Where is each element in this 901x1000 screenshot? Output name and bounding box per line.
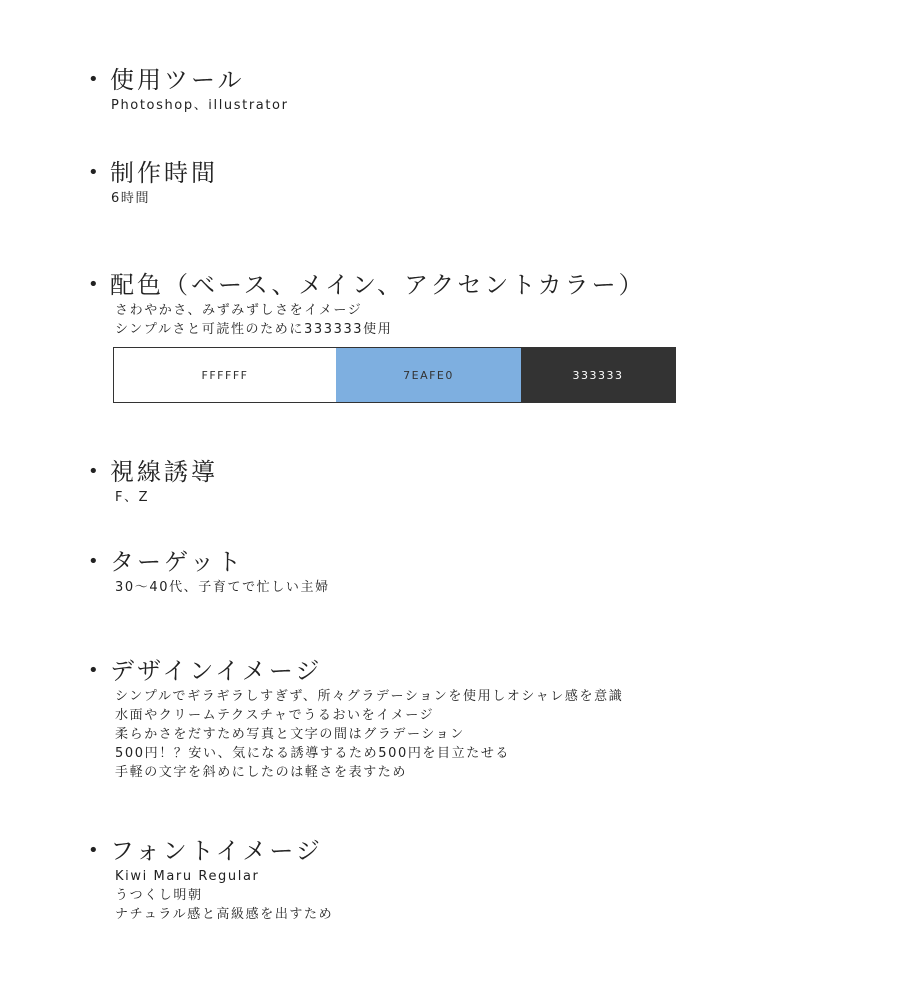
bullet-icon: • [88, 551, 99, 572]
body-line: F、Z [115, 490, 150, 505]
bullet-icon: • [88, 660, 99, 681]
swatch-label: 333333 [572, 368, 624, 382]
body-line: シンプルでギラギラしすぎず、所々グラデーションを使用しオシャレ感を意識 [115, 689, 624, 704]
section-heading [88, 269, 868, 301]
body-line: 手軽の文字を斜めにしたのは軽さを表すため [115, 765, 408, 780]
section-colors [88, 269, 868, 339]
section-body [88, 578, 868, 597]
section-heading [88, 835, 868, 867]
section-title: 使用ツール [110, 66, 245, 94]
section-body [88, 867, 868, 924]
section-title: フォントイメージ [110, 837, 323, 865]
bullet-icon: • [88, 461, 99, 482]
color-swatch-accent [521, 348, 675, 402]
body-line: シンプルさと可読性のために333333使用 [115, 322, 393, 337]
section-heading [88, 546, 868, 578]
section-title: 配色（ベース、メイン、アクセントカラー） [110, 271, 646, 299]
color-swatch-main [336, 348, 521, 402]
section-title: 視線誘導 [110, 458, 218, 486]
section-body [88, 189, 868, 208]
section-body [88, 488, 868, 507]
section-body [88, 96, 868, 115]
section-design [88, 655, 868, 782]
section-heading [88, 456, 868, 488]
body-line: ナチュラル感と高級感を出すため [115, 907, 334, 922]
bullet-icon: • [88, 69, 99, 90]
body-line: Kiwi Maru Regular [115, 869, 260, 884]
section-target [88, 546, 868, 597]
section-title: ターゲット [110, 548, 245, 576]
color-swatch-bar [113, 347, 676, 403]
bullet-icon: • [88, 840, 99, 861]
section-body [88, 301, 868, 339]
section-font [88, 835, 868, 924]
section-heading [88, 655, 868, 687]
section-title: デザインイメージ [110, 657, 323, 685]
color-swatch-base [114, 348, 336, 402]
body-line: うつくし明朝 [115, 888, 203, 903]
body-line: 500円！？安い、気になる誘導するため500円を目立たせる [115, 746, 511, 761]
body-line: Photoshop、illustrator [111, 98, 289, 113]
body-line: 柔らかさをだすため写真と文字の間はグラデーション [115, 727, 465, 742]
section-tools [88, 64, 868, 115]
body-line: さわやかさ、みずみずしさをイメージ [115, 303, 363, 318]
body-line: 水面やクリームテクスチャでうるおいをイメージ [115, 708, 435, 723]
swatch-label: 7EAFE0 [403, 368, 454, 382]
section-time [88, 157, 868, 208]
bullet-icon: • [88, 162, 99, 183]
section-body [88, 687, 868, 782]
section-title: 制作時間 [110, 159, 218, 187]
section-heading [88, 64, 868, 96]
bullet-icon: • [88, 274, 99, 295]
body-line: 6時間 [111, 191, 151, 206]
body-line: 30〜40代、子育てで忙しい主婦 [115, 580, 330, 595]
section-heading [88, 157, 868, 189]
section-gaze [88, 456, 868, 507]
swatch-label: FFFFFF [201, 368, 249, 382]
